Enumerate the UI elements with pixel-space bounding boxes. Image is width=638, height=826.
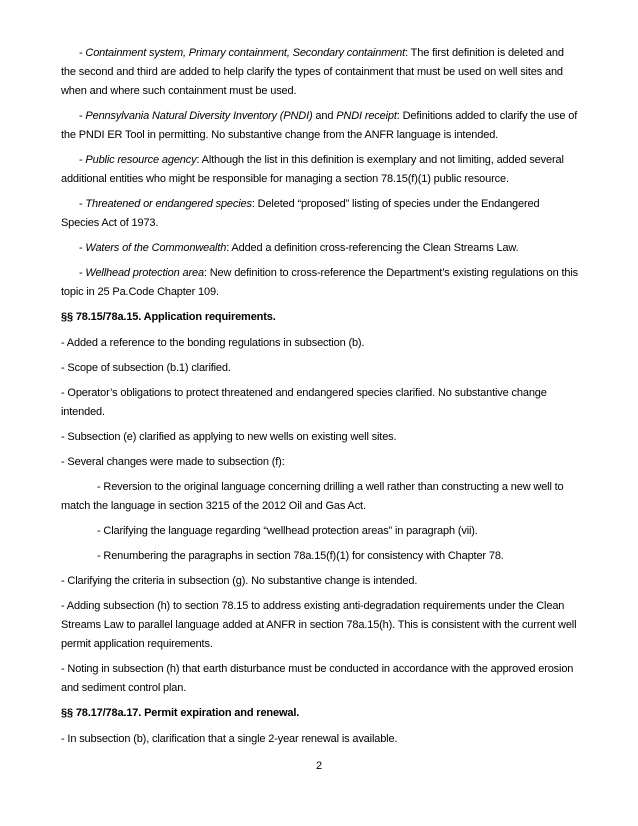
defined-term: PNDI receipt — [336, 110, 397, 122]
list-item: - In subsection (b), clarification that a single 2-year renewal is available. — [61, 733, 398, 745]
list-item: - Added a reference to the bonding regulations in subsection (b). — [61, 337, 365, 349]
defined-term: Threatened or endangered species — [85, 198, 252, 210]
definition-paragraph: - Waters of the Commonwealth: Added a definition cross-referencing the Clean Streams Law. — [79, 242, 519, 254]
definition-text: : New definition to cross-reference the Department’s existing regulations on this topic in 25 Pa.Code Chapter 109. — [61, 267, 578, 298]
defined-term: Waters of the Commonwealth — [85, 242, 227, 254]
definition-text: : Deleted “proposed” listing of species under the Endangered Species Act of 1973. — [61, 198, 540, 229]
definition-paragraph: - Public resource agency: Although the list in this definition is exemplary and not limiting, added several additional entities who might be responsible for managing a section 78.15(f)(1) public resource. — [61, 154, 564, 185]
section-heading: §§ 78.15/78a.15. Application requirements. — [61, 311, 276, 323]
list-item: - Scope of subsection (b.1) clarified. — [61, 362, 231, 374]
section-heading: §§ 78.17/78a.17. Permit expiration and renewal. — [61, 707, 300, 719]
definition-text: : Added a definition cross-referencing the Clean Streams Law. — [226, 242, 519, 254]
list-item: - Adding subsection (h) to section 78.15 to address existing anti-degradation requirements under the Clean Streams Law to parallel language added at ANFR in section 78a.15(h). This is consistent with the current well permit application requirements. — [61, 600, 577, 650]
definition-paragraph: - Threatened or endangered species: Deleted “proposed” listing of species under the Endangered Species Act of 1973. — [61, 198, 540, 229]
definition-paragraph: - Containment system, Primary containment, Secondary containment: The first definition is deleted and the second and third are added to help clarify the types of containment that must be used on well sites and when and where such containment must be used. — [61, 47, 564, 97]
definition-text: : Definitions added to clarify the use of the PNDI ER Tool in permitting. No substantive change from the ANFR language is intended. — [61, 110, 578, 141]
page-number: 2 — [315, 760, 323, 772]
sub-list-item: - Renumbering the paragraphs in section 78a.15(f)(1) for consistency with Chapter 78. — [97, 550, 504, 562]
list-item: - Clarifying the criteria in subsection (g). No substantive change is intended. — [61, 575, 418, 587]
sub-list-item: - Clarifying the language regarding “wellhead protection areas” in paragraph (vii). — [97, 525, 478, 537]
defined-term: Wellhead protection area — [85, 267, 204, 279]
list-item: - Operator’s obligations to protect threatened and endangered species clarified. No substantive change intended. — [61, 387, 547, 418]
defined-term: Pennsylvania Natural Diversity Inventory (PNDI) — [85, 110, 313, 122]
definition-paragraph: - Pennsylvania Natural Diversity Inventory (PNDI) and PNDI receipt: Definitions added to clarify the use of the PNDI ER Tool in permitting. No substantive change from the ANFR language is intended. — [61, 110, 578, 141]
definition-connector: and — [312, 110, 337, 122]
list-item: - Several changes were made to subsection (f): — [61, 456, 285, 468]
definition-text: : The first definition is deleted and the second and third are added to help clarify the types of containment that must be used on well sites and when and where such containment must be used. — [61, 47, 564, 97]
defined-term: Containment system, Primary containment, Secondary containment — [85, 47, 406, 59]
definition-paragraph: - Wellhead protection area: New definition to cross-reference the Department’s existing regulations on this topic in 25 Pa.Code Chapter 109. — [61, 267, 578, 298]
sub-list-item: - Reversion to the original language concerning drilling a well rather than constructing a new well to match the language in section 3215 of the 2012 Oil and Gas Act. — [61, 481, 564, 512]
list-item: - Noting in subsection (h) that earth disturbance must be conducted in accordance with the approved erosion and sediment control plan. — [61, 663, 574, 694]
list-item: - Subsection (e) clarified as applying to new wells on existing well sites. — [61, 431, 397, 443]
defined-term: Public resource agency — [85, 154, 197, 166]
definition-text: : Although the list in this definition is exemplary and not limiting, added several additional entities who might be responsible for managing a section 78.15(f)(1) public resource. — [61, 154, 564, 185]
